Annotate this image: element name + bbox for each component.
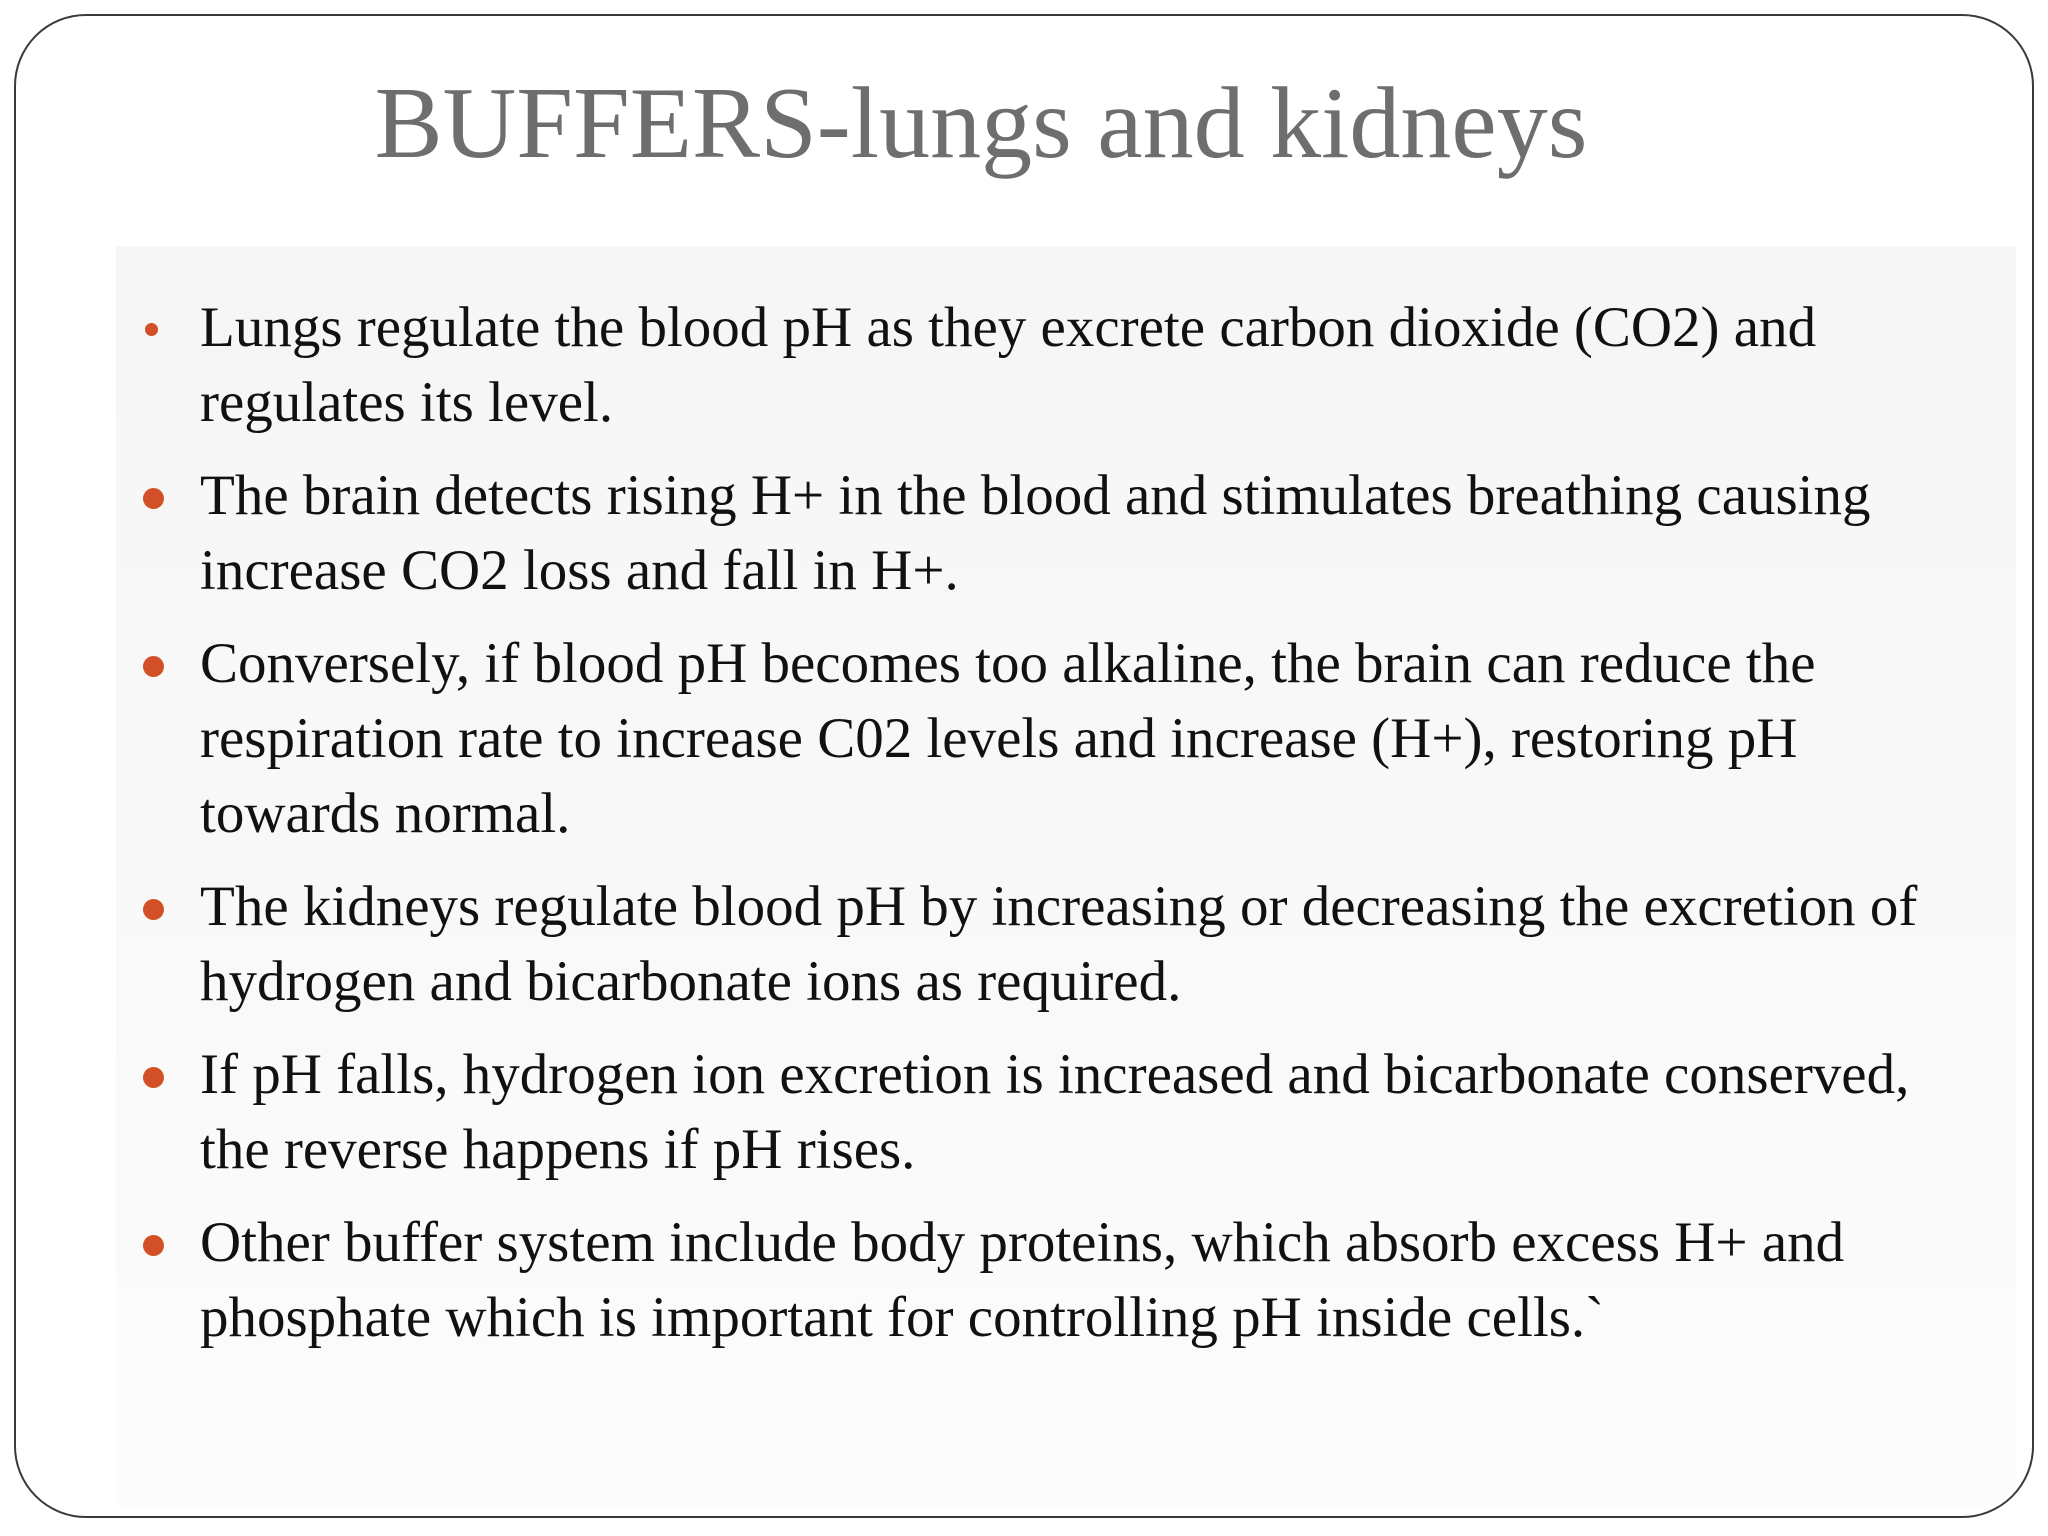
bullet-dot-icon [143, 656, 164, 677]
bullet-item [124, 626, 1924, 851]
bullet-dot-icon [143, 1067, 164, 1088]
bullet-item [124, 869, 1924, 1019]
bullet-text: The brain detects rising H+ in the blood and stimulates breathing causing increase CO2 loss and fall in H+. [200, 464, 1871, 602]
bullet-text: Conversely, if blood pH becomes too alkaline, the brain can reduce the respiration rate to increase C02 levels and increase (H+), restoring pH towards normal. [200, 632, 1816, 845]
bullet-text: If pH falls, hydrogen ion excretion is increased and bicarbonate conserved, the reverse happens if pH rises. [200, 1043, 1910, 1181]
bullet-dot-icon [143, 488, 164, 509]
bullet-text: The kidneys regulate blood pH by increasing or decreasing the excretion of hydrogen and bicarbonate ions as required. [200, 875, 1918, 1013]
bullet-text: Lungs regulate the blood pH as they excrete carbon dioxide (CO2) and regulates its level. [200, 296, 1817, 434]
bullet-text: Other buffer system include body proteins, which absorb excess H+ and phosphate which is important for controlling pH inside cells.` [200, 1211, 1845, 1349]
bullet-item [124, 1037, 1924, 1187]
bullet-item [124, 290, 1924, 440]
bullet-item [124, 1205, 1924, 1355]
bullet-dot-icon [143, 899, 164, 920]
bullet-dot-icon [143, 1235, 164, 1256]
bullet-item [124, 458, 1924, 608]
bullet-dot-icon [145, 323, 158, 336]
slide-frame [14, 14, 2034, 1518]
slide-title: BUFFERS-lungs and kidneys [374, 67, 1588, 180]
bullet-list [124, 290, 1924, 1373]
